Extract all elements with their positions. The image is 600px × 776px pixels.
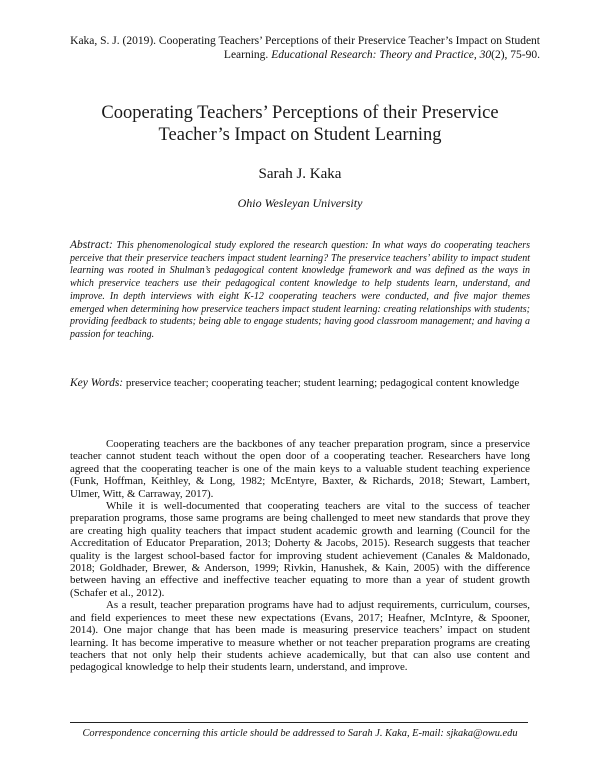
correspondence-footnote: Correspondence concerning this article should be addressed to Sarah J. Kaka, E-mail: sjkaka@owu.edu [82,728,518,739]
citation-text: Kaka, S. J. (2019). Cooperating Teachers’ Perceptions of their Preservice Teacher’s Impact on Student Learning. [70,35,540,61]
abstract [70,239,530,342]
citation-header [58,34,540,62]
title-line-1: Cooperating Teachers’ Perceptions of their Preservice [101,103,499,123]
citation-journal: Educational Research: Theory and Practice, 30 [271,49,492,61]
body-paragraph-3: As a result, teacher preparation programs have had to adjust requirements, curriculum, courses, and field experiences to meet these new expectations (Evans, 2017; Heafner, McIntyre, & Spooner, 2014). One major change that has been made is measuring preservice teachers’ impact on student learning. It has become imperative to measure whether or not teacher preparation programs are creating teachers that not only help their students achieve academically, but that can also use content and pedagogical knowledge to help their students learn, understand, and improve. [70,599,530,674]
body-paragraph-2: While it is well-documented that cooperating teachers are vital to the success of teacher preparation programs, those same programs are being challenged to meet new standards that prove they are creating high quality teachers that impact student academic growth and learning (Council for the Accreditation of Educator Preparation, 2013; Doherty & Jacobs, 2015). Research suggests that teacher quality is the largest school-based factor for improving student achievement (Canales & Maldonado, 2018; Goldhader, Brewer, & Anderson, 1999; Rivkin, Hanushek, & Kain, 2005) with the difference between having an effective and ineffective teacher equating to more than a year of student growth (Schafer et al., 2012). [70,500,530,599]
author-name: Sarah J. Kaka [258,166,342,182]
keywords [70,376,530,390]
citation-issue-pages: (2), 75-90. [491,49,540,61]
abstract-text: This phenomenological study explored the research question: In what ways do cooperating teachers perceive that their preservice teachers impact student learning? The preservice teachers’ ability to impact student learning was rooted in Shulman’s pedagogical content knowledge framework and was defined as the ways in which preservice teachers use their pedagogical content knowledge to help students learn, understand, and improve. In depth interviews with eight K-12 cooperating teachers were conducted, and five major themes emerged when determining how preservice teachers impact student learning: creating relationships with students; providing feedback to students; being able to engage students; having good classroom management; and having a passion for teaching. [70,240,530,340]
keywords-text: preservice teacher; cooperating teacher; student learning; pedagogical content knowledge [125,377,520,389]
title-line-2: Teacher’s Impact on Student Learning [158,125,442,145]
body-paragraph-1: Cooperating teachers are the backbones of any teacher preparation program, since a preservice teacher cannot student teach without the open door of a cooperating teacher. Researchers have long agreed that the cooperating teacher is one of the main keys to a valuable student teaching experience (Funk, Hoffman, Keithley, & Long, 1982; McEntyre, Baxter, & Richards, 2018; Stewart, Lambert, Ulmer, Witt, & Carraway, 2017). [70,438,530,500]
keywords-label: Key Words: [70,377,124,389]
abstract-label: Abstract: [70,239,113,251]
body-text [70,438,530,674]
footnote-divider [70,722,528,723]
author-affiliation: Ohio Wesleyan University [237,196,363,210]
paper-title [60,102,540,146]
